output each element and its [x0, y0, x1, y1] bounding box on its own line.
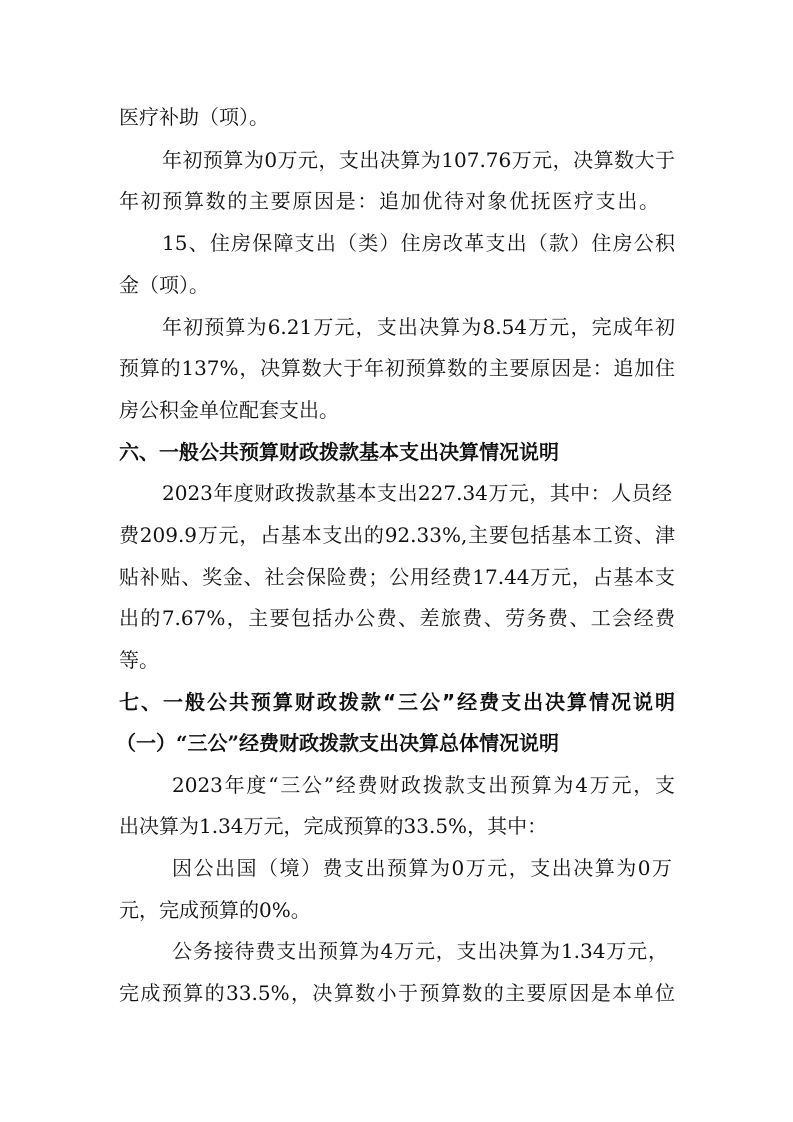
text-line: 完成预算的33.5%，决算数小于预算数的主要原因是本单位	[119, 981, 675, 1005]
text-line: 2023年度“三公”经费财政拨款支出预算为4万元，支	[172, 773, 675, 797]
text-line: 贴补贴、奖金、社会保险费；公用经费17.44万元，占基本支	[119, 565, 675, 589]
text-line: 医疗补助（项）。	[119, 105, 269, 129]
text-line: 2023年度财政拨款基本支出227.34万元，其中：人员经	[162, 481, 672, 505]
section-heading: 六、一般公共预算财政拨款基本支出决算情况说明	[119, 440, 559, 464]
text-line: 费209.9万元，占基本支出的92.33%,主要包括基本工资、津	[119, 523, 675, 547]
text-line: 金（项）。	[119, 273, 209, 297]
text-line: 预算的137%，决算数大于年初预算数的主要原因是：追加住	[119, 356, 675, 380]
text-line: 公务接待费支出预算为4万元，支出决算为1.34万元，	[172, 939, 668, 963]
text-line: 因公出国（境）费支出预算为0万元，支出决算为0万	[172, 856, 672, 880]
text-line: 房公积金单位配套支出。	[119, 398, 339, 422]
subsection-heading: （一）“三公”经费财政拨款支出决算总体情况说明	[116, 731, 560, 755]
text-line: 出决算为1.34万元，完成预算的33.5%，其中：	[119, 814, 548, 838]
text-line: 年初预算为6.21万元，支出决算为8.54万元，完成年初	[162, 315, 675, 339]
text-line: 出的7.67%，主要包括办公费、差旅费、劳务费、工会经费	[119, 606, 675, 630]
text-line: 年初预算数的主要原因是：追加优待对象优抚医疗支出。	[119, 189, 659, 213]
text-line: 年初预算为0万元，支出决算为107.76万元，决算数大于	[162, 148, 675, 172]
text-line: 元，完成预算的0%。	[119, 898, 311, 922]
text-line: 等。	[119, 648, 159, 672]
section-heading: 七、一般公共预算财政拨款“三公”经费支出决算情况说明	[119, 690, 675, 714]
text-line: 15、住房保障支出（类）住房改革支出（款）住房公积	[162, 231, 675, 255]
